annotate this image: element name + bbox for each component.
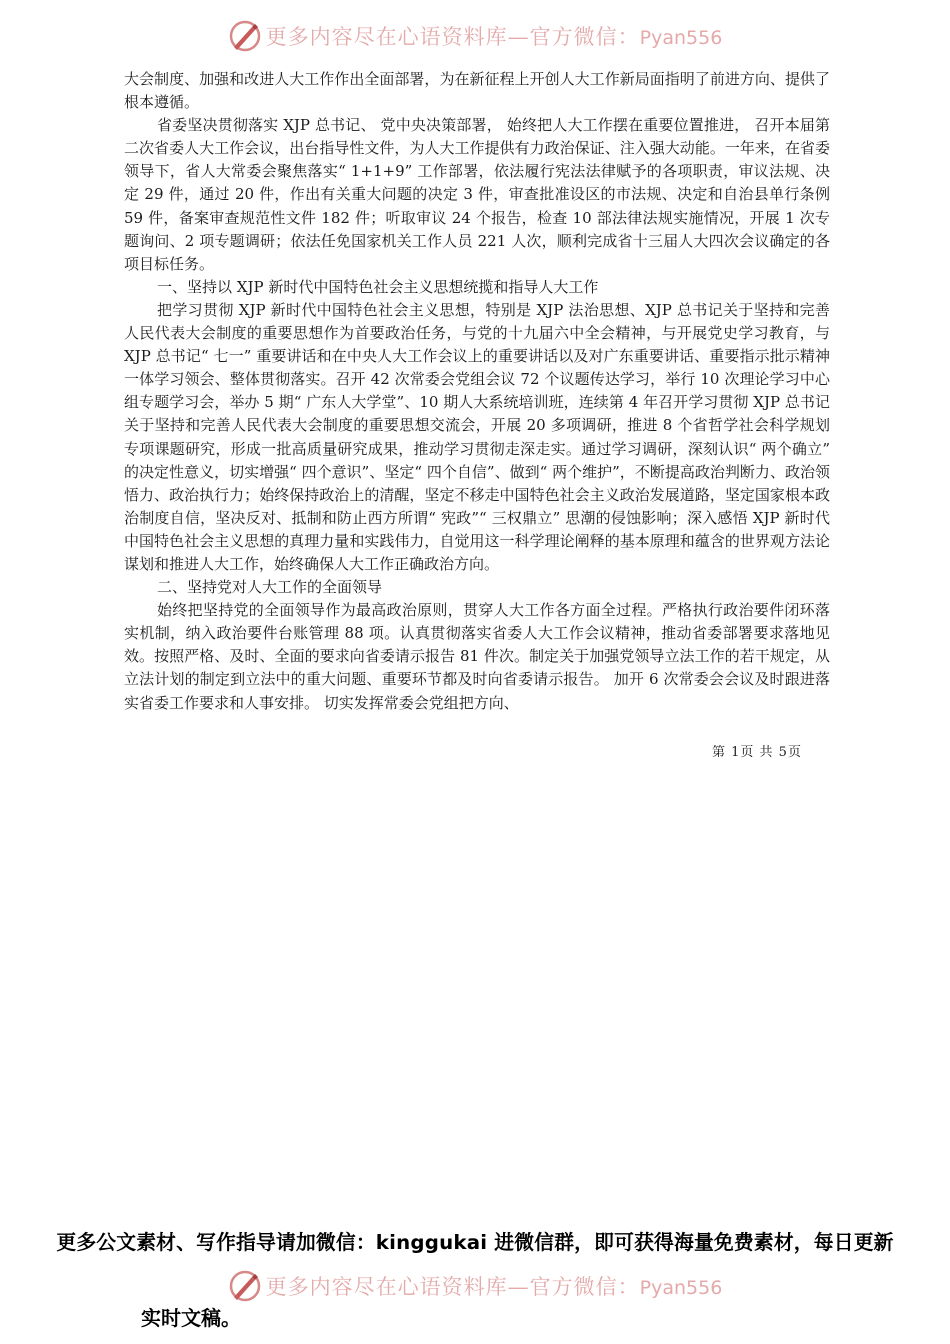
paragraph: 省委坚决贯彻落实 XJP 总书记、 党中央决策部署， 始终把人大工作摆在重要位置推进， 召开本届第二次省委人大工作会议，出台指导性文件，为人大工作提供有力政治保证、注入强大动能。一年来，在省委领导下，省人大常委会聚焦落实“ 1+1+9” 工作部署，依法履行宪法法律赋予的各项职责，审议法规、决定 29 件，通过 20 件，作出有关重大问题的决定 3 件，审查批准设区的市法规、决定和自治县单行条例 59 件，备案审查规范性文件 182 件；听取审议 24 个报告，检查 10 部法律法规实施情况，开展 1 次专题询问、2 项专题调研；依法任免国家机关工作人员 221 人次，顺利完成省十三届人大四次会议确定的各项目标任务。: [124, 116, 830, 273]
watermark-text: 更多内容尽在心语资料库—官方微信：Pyan556: [265, 25, 723, 49]
pen-logo-icon: [228, 19, 262, 53]
page-number: 第 1页 共 5页: [712, 745, 802, 760]
paragraph: 大会制度、加强和改进人大工作作出全面部署，为在新征程上开创人大工作新局面指明了前进方向、提供了根本遵循。: [124, 70, 830, 112]
watermark-text: 更多内容尽在心语资料库—官方微信：Pyan556: [265, 1275, 723, 1299]
paragraph: 一、坚持以 XJP 新时代中国特色社会主义思想统揽和指导人大工作: [157, 277, 599, 296]
paragraph: 二、坚持党对人大工作的全面领导: [157, 578, 383, 597]
paragraph: 始终把坚持党的全面领导作为最高政治原则，贯穿人大工作各方面全过程。严格执行政治要件闭环落实机制，纳入政治要件台账管理 88 项。认真贯彻落实省委人大工作会议精神，推动省委部署要求落地见效。按照严格、及时、全面的要求向省委请示报告 81 件次。制定关于加强党领导立法工作的若干规定，从立法计划的制定到立法中的重大问题、重要环节都及时向省委请示报告。 加开 6 次常委会会议及时跟进落实省委工作要求和人事安排。 切实发挥常委会党组把方向、: [124, 601, 830, 712]
document-body: [124, 68, 830, 715]
watermark-footer: [0, 1266, 950, 1306]
promo-line-1: 更多公文素材、写作指导请加微信：kinggukai 进微信群，即可获得海量免费素材，每日更新: [56, 1231, 894, 1254]
watermark-header: [0, 16, 950, 56]
promo-line-2: 实时文稿。: [141, 1306, 241, 1330]
pen-logo-icon: [228, 1269, 262, 1303]
paragraph: 把学习贯彻 XJP 新时代中国特色社会主义思想，特别是 XJP 法治思想、XJP 总书记关于坚持和完善人民代表大会制度的重要思想作为首要政治任务，与党的十九届六中全会精神，与开展党史学习教育，与 XJP 总书记“ 七一” 重要讲话和在中央人大工作会议上的重要讲话以及对广东重要讲话、重要指示批示精神一体学习领会、整体贯彻落实。召开 42 次常委会党组会议 72 个议题传达学习，举行 10 次理论学习中心组专题学习会，举办 5 期“ 广东人大学堂”、10 期人大系统培训班，连续第 4 年召开学习贯彻 XJP 总书记关于坚持和完善人民代表大会制度的重要思想交流会，开展 20 多项调研，推进 8 个省哲学社会科学规划专项课题研究，形成一批高质量研究成果，推动学习贯彻走深走实。通过学习调研，深刻认识“ 两个确立” 的决定性意义，切实增强“ 四个意识”、坚定“ 四个自信”、做到“ 两个维护”，不断提高政治判断力、政治领悟力、政治执行力；始终保持政治上的清醒，坚定不移走中国特色社会主义政治发展道路，坚定国家根本政治制度自信，坚决反对、抵制和防止西方所谓“ 宪政”“ 三权鼎立” 思潮的侵蚀影响；深入感悟 XJP 新时代中国特色社会主义思想的真理力量和实践伟力，自觉用这一科学理论阐释的基本原理和蕴含的世界观方法论谋划和推进人大工作，始终确保人大工作正确政治方向。: [124, 300, 830, 573]
